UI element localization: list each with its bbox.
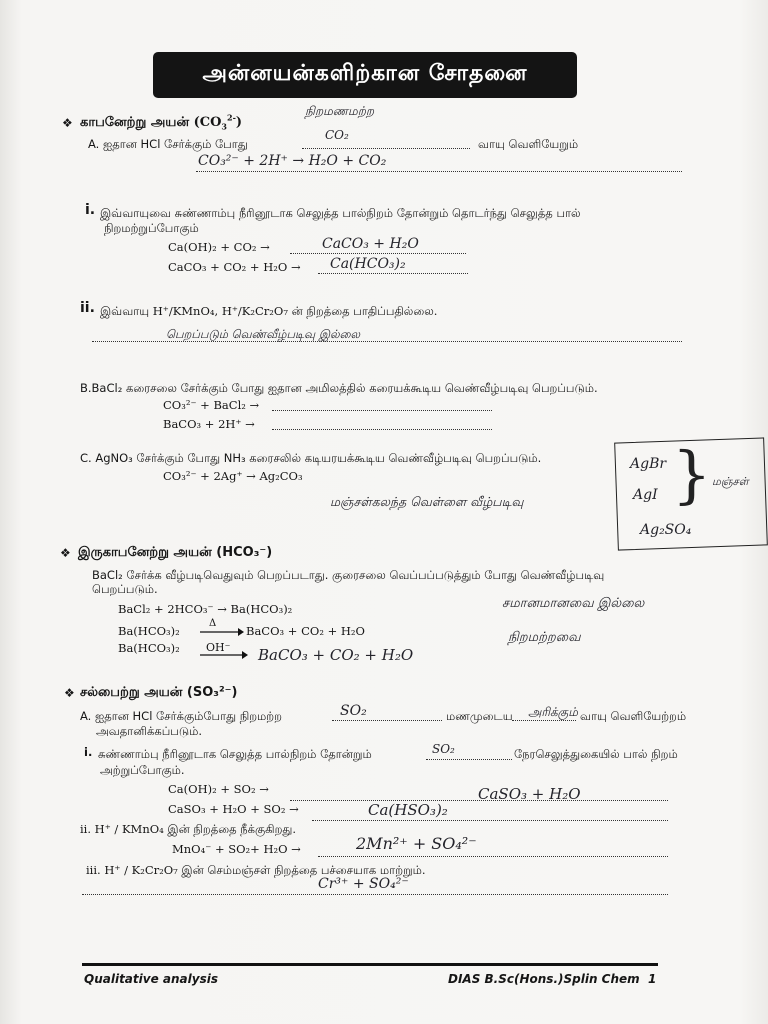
bicarbonate-text-1: BaCl₂ சேர்க்க வீழ்படிவெதுவும் பெறப்படாது. குரைசலை வெப்பப்படுத்தும் போது வெண்வீழ்படிவு xyxy=(92,568,605,582)
sulphite-a-mid: மணமுடைய xyxy=(446,709,513,723)
carbonate-i-text: இவ்வாயுவை சுண்ணாம்பு நீரினூடாக செலுத்த பால்நிறம் தோன்றும் தொடர்ந்து செலுத்த பால் xyxy=(100,206,581,220)
handwritten-note-2: நிறமற்றவை xyxy=(508,630,581,645)
answer-blank xyxy=(82,894,668,895)
handwritten-carbonate-ii: பெறப்படும் வெண்வீழ்படிவு இல்லை xyxy=(166,327,361,341)
heat-arrow-icon xyxy=(200,622,244,636)
handwritten-carbonate-c: மஞ்சள்கலந்த வெள்ளை வீழ்படிவு xyxy=(330,494,524,509)
answer-blank xyxy=(512,720,576,721)
sulphite-i-tail: நேரசெலுத்துகையில் பால் நிறம் xyxy=(514,747,678,761)
answer-blank xyxy=(318,856,668,857)
sulphite-a-tail: வாயு வெளியேற்றம் xyxy=(580,709,687,723)
answer-blank xyxy=(332,720,442,721)
bicarbonate-eq3-lhs: Ba(HCO₃)₂ xyxy=(118,641,180,655)
carbonate-b-eq2: BaCO₃ + 2H⁺ → xyxy=(163,417,255,431)
section-bullet-icon: ❖ xyxy=(60,546,71,560)
handwritten-carbonate-equation: CO₃²⁻ + 2H⁺ → H₂O + CO₂ xyxy=(198,153,387,169)
bicarbonate-eq2-rhs: BaCO₃ + CO₂ + H₂O xyxy=(246,624,365,638)
answer-blank xyxy=(196,171,682,172)
sulphite-eq1-lhs: Ca(OH)₂ + SO₂ → xyxy=(168,782,269,796)
carbonate-formula: $(CO_3^{2-})$ xyxy=(193,112,243,132)
handwritten-bicarbonate-eq3: BaCO₃ + CO₂ + H₂O xyxy=(258,646,414,664)
handwritten-colourless: நிறமணமற்ற xyxy=(305,104,375,118)
carbonate-i-text-2: நிறமற்றுப்போகும் xyxy=(104,221,199,235)
carbonate-c-eq: CO₃²⁻ + 2Ag⁺ → Ag₂CO₃ xyxy=(163,469,303,483)
sulphite-i-number: i. xyxy=(84,745,93,759)
carbonate-heading-text: காபனேற்று அயன் xyxy=(80,115,190,130)
footer-divider xyxy=(82,963,658,966)
sulphite-heading: சல்பைற்று அயன் (SO₃²⁻) xyxy=(80,685,238,700)
answer-blank xyxy=(302,148,470,149)
carbonate-i-number: i. xyxy=(85,202,96,218)
handwritten-sulphite-eq2: Ca(HSO₃)₂ xyxy=(368,801,448,819)
answer-blank xyxy=(290,253,466,254)
carbonate-c-text: C. AgNO₃ சேர்க்கும் போது NH₃ கரைசலில் கடியரயக்கூடிய வெண்வீழ்படிவு பெறப்படும். xyxy=(80,451,542,465)
handwritten-ag2so4: Ag₂SO₄ xyxy=(640,522,692,538)
brace-icon: } xyxy=(672,438,712,511)
sulphite-eq2-lhs: CaSO₃ + H₂O + SO₂ → xyxy=(168,802,299,816)
handwritten-agbr: AgBr xyxy=(630,456,667,472)
answer-blank xyxy=(290,800,668,801)
bicarbonate-heading: இருகாபனேற்று அயன் (HCO₃⁻) xyxy=(78,545,273,560)
footer-right: DIAS B.Sc(Hons.)Splin Chem xyxy=(448,972,640,986)
section-bullet-icon: ❖ xyxy=(64,686,75,700)
sulphite-i-text-2: அற்றுப்போகும். xyxy=(100,763,185,777)
sulphite-i-text: சுண்ணாம்பு நீரினூடாக செலுத்த பால்நிறம் தோன்றும் xyxy=(98,747,372,761)
hydroxide-condition: OH⁻ xyxy=(206,641,231,654)
carbonate-a-tail: வாயு வெளியேறும் xyxy=(478,137,579,151)
sulphite-ii-eq: MnO₄⁻ + SO₂+ H₂O → xyxy=(172,842,301,856)
handwritten-so2: SO₂ xyxy=(340,703,367,719)
carbonate-b-eq1: CO₃²⁻ + BaCl₂ → xyxy=(163,398,260,412)
handwritten-sulphite-ii: 2Mn²⁺ + SO₄²⁻ xyxy=(356,834,477,853)
carbonate-b-text: B.BaCl₂ கரைசலை சேர்க்கும் போது ஐதான அமிலத்தில் கரையக்கூடிய வெண்வீழ்படிவு பெறப்படும். xyxy=(80,381,598,395)
answer-blank xyxy=(312,820,668,821)
sulphite-iii-text: iii. H⁺ / K₂Cr₂O₇ இன் செம்மஞ்சள் நிறத்தை பச்சையாக மாற்றும். xyxy=(86,863,426,877)
handwritten-carbonate-eq1: CaCO₃ + H₂O xyxy=(322,236,419,252)
handwritten-sulphite-iii: Cr³⁺ + SO₄²⁻ xyxy=(318,876,409,892)
section-bullet-icon: ❖ xyxy=(62,116,73,130)
carbonate-ii-text: இவ்வாயு H⁺/KMnO₄, H⁺/K₂Cr₂O₇ ன் நிறத்தை பாதிப்பதில்லை. xyxy=(100,304,438,318)
handwritten-pungent: அரிக்கும் xyxy=(528,705,578,719)
bicarbonate-text-2: பெறப்படும். xyxy=(92,582,158,596)
answer-blank xyxy=(272,410,492,411)
carbonate-eq2-lhs: CaCO₃ + CO₂ + H₂O → xyxy=(168,260,301,274)
handwritten-sulphite-i: SO₂ xyxy=(432,742,455,756)
handwritten-sulphite-eq1: CaSO₃ + H₂O xyxy=(478,785,581,803)
page-title: அன்னயன்களிற்கான சோதனை xyxy=(153,52,577,98)
sulphite-a-text-2: அவதானிக்கப்படும். xyxy=(96,724,203,738)
footer-left: Qualitative analysis xyxy=(84,972,218,986)
sulphite-ii-text: ii. H⁺ / KMnO₄ இன் நிறத்தை நீக்குகிறது. xyxy=(80,822,297,836)
answer-blank xyxy=(426,759,512,760)
page-number: 1 xyxy=(648,972,657,986)
bicarbonate-eq2-lhs: Ba(HCO₃)₂ xyxy=(118,624,180,638)
bicarbonate-eq1: BaCl₂ + 2HCO₃⁻ → Ba(HCO₃)₂ xyxy=(118,602,293,616)
carbonate-ii-number: ii. xyxy=(80,300,95,316)
handwritten-agi: AgI xyxy=(633,487,658,503)
answer-blank xyxy=(272,429,492,430)
arrow-icon xyxy=(200,650,248,660)
handwritten-box-side: மஞ்சள் xyxy=(712,475,749,488)
carbonate-a-label: A. ஐதான HCl சேர்க்கும் போது xyxy=(88,137,248,151)
carbonate-eq1-lhs: Ca(OH)₂ + CO₂ → xyxy=(168,240,270,254)
handwritten-note-1: சமானமானவை இல்லை xyxy=(502,596,645,611)
carbonate-heading xyxy=(80,112,243,132)
answer-blank xyxy=(92,341,682,342)
answer-blank xyxy=(318,273,468,274)
heat-condition: Δ xyxy=(209,618,217,629)
handwritten-carbonate-eq2: Ca(HCO₃)₂ xyxy=(330,256,406,272)
sulphite-a-label: A. ஐதான HCl சேர்க்கும்போது நிறமற்ற xyxy=(80,709,282,723)
handwritten-co2: CO₂ xyxy=(325,128,349,142)
